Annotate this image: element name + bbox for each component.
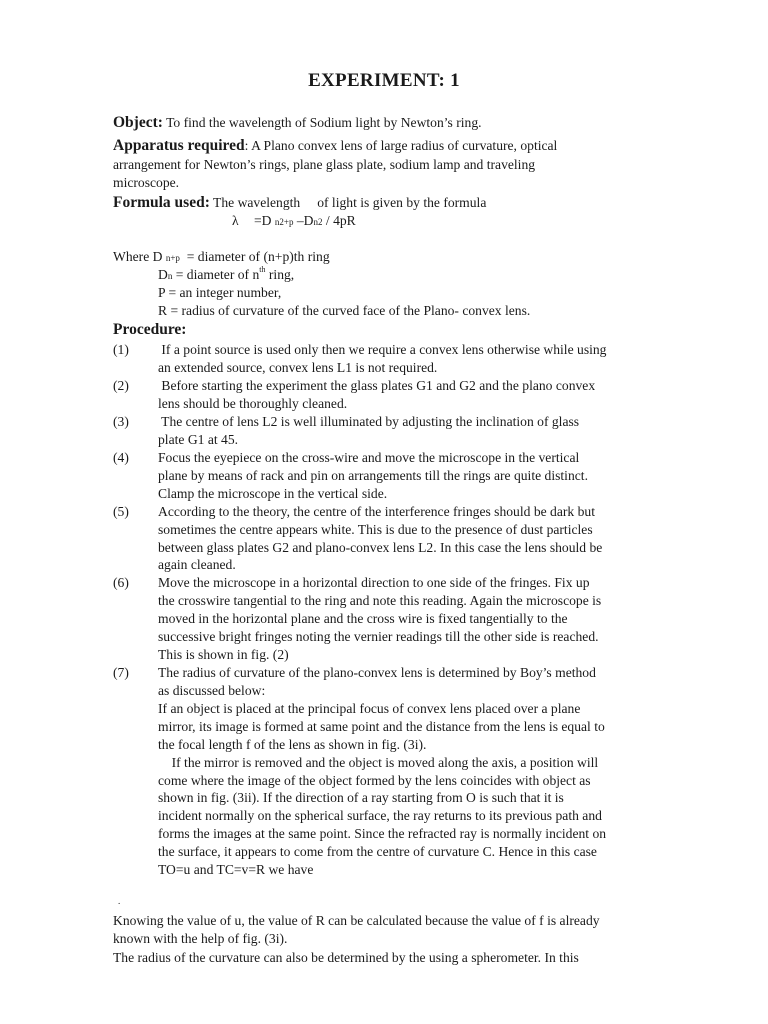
step-line: lens should be thoroughly cleaned. — [158, 396, 348, 411]
page-title: EXPERIMENT: 1 — [308, 70, 460, 91]
where-line-1 — [113, 248, 330, 267]
dn-subscript: n — [167, 271, 173, 281]
step-line: The radius of curvature of the plano-convex lens is determined by Boy’s method — [158, 665, 596, 680]
equation-subscript-1: n2+p — [274, 217, 294, 227]
step-number: (3) — [113, 414, 129, 429]
step-number: (5) — [113, 504, 129, 519]
paragraph-1-line-2: known with the help of fig. (3i). — [113, 931, 288, 946]
step-line: forms the images at the same point. Since the refracted ray is normally incident on — [158, 826, 607, 841]
formula-text: The wavelength of light is given by the formula — [213, 195, 487, 210]
step-number: (4) — [113, 450, 129, 465]
equation-part-3: / 4pR — [325, 213, 356, 228]
step-line: sometimes the centre appears white. This is due to the presence of dust particles — [158, 522, 593, 537]
step-line: The centre of lens L2 is well illuminated by adjusting the inclination of glass — [158, 414, 580, 429]
equation-part-1: =D — [254, 213, 272, 228]
step-line: an extended source, convex lens L1 is not required. — [158, 360, 438, 375]
step-line: If a point source is used only then we require a convex lens otherwise while using — [158, 342, 607, 357]
step-line: Move the microscope in a horizontal direction to one side of the fringes. Fix up — [158, 575, 590, 590]
step-line: plane by means of rack and pin on arrangements till the rings are quite distinct. — [158, 468, 588, 483]
stray-dot: . — [118, 896, 121, 906]
equation-part-2: –D — [296, 213, 314, 228]
formula-label: Formula used: — [113, 194, 210, 211]
equation-subscript-2: n2 — [313, 217, 323, 227]
apparatus-line-1 — [113, 137, 557, 155]
step-line: Clamp the microscope in the vertical side. — [158, 486, 388, 501]
step-line: the crosswire tangential to the ring and note this reading. Again the microscope is — [158, 593, 602, 608]
procedure-label: Procedure: — [113, 321, 187, 338]
lambda-symbol: λ — [232, 213, 239, 228]
step-line: again cleaned. — [158, 557, 236, 572]
where-text-b: = diameter of (n+p)th ring — [183, 249, 330, 264]
step-line: the surface, it appears to come from the centre of curvature C. Hence in this case — [158, 844, 597, 859]
step-line: This is shown in fig. (2) — [158, 647, 289, 662]
apparatus-line-3: microscope. — [113, 175, 180, 190]
step-line: Focus the eyepiece on the cross-wire and move the microscope in the vertical — [158, 450, 580, 465]
step-line: TO=u and TC=v=R we have — [158, 862, 314, 877]
step-number: (6) — [113, 575, 129, 590]
apparatus-text: : A Plano convex lens of large radius of curvature, optical — [244, 138, 558, 153]
dn-symbol: D — [158, 267, 168, 282]
step-line: come where the image of the object formed by the lens coincides with object as — [158, 773, 591, 788]
step-line: plate G1 at 45. — [158, 432, 239, 447]
object-text: To find the wavelength of Sodium light by Newton’s ring. — [166, 115, 482, 130]
where-line-2 — [158, 266, 294, 286]
step-line: the focal length f of the lens as shown in fig. (3i). — [158, 737, 427, 752]
object-section — [113, 114, 482, 132]
step-line: incident normally on the spherical surface, the ray returns to its previous path and — [158, 808, 602, 823]
step-line: mirror, its image is formed at same point and the distance from the lens is equal to — [158, 719, 605, 734]
step-line: Before starting the experiment the glass plates G1 and G2 and the plano convex — [158, 378, 596, 393]
formula-section — [113, 194, 486, 212]
step-line: as discussed below: — [158, 683, 266, 698]
dn-text: = diameter of n — [172, 267, 260, 282]
step-line: successive bright fringes noting the vernier readings till the other side is reached. — [158, 629, 599, 644]
apparatus-label: Apparatus required — [113, 137, 245, 154]
step-number: (7) — [113, 665, 129, 680]
formula-equation — [232, 212, 356, 231]
dn-text-end: ring, — [265, 267, 295, 282]
apparatus-line-2: arrangement for Newton’s rings, plane glass plate, sodium lamp and traveling — [113, 157, 536, 172]
where-text-a: Where D — [113, 249, 163, 264]
step-line: If an object is placed at the principal focus of convex lens placed over a plane — [158, 701, 581, 716]
step-number: (2) — [113, 378, 129, 393]
where-line-3: P = an integer number, — [158, 285, 282, 300]
step-line: shown in fig. (3ii). If the direction of a ray starting from O is such that it is — [158, 790, 564, 805]
step-line: According to the theory, the centre of the interference fringes should be dark but — [158, 504, 595, 519]
object-label: Object: — [113, 114, 163, 131]
where-subscript: n+p — [165, 253, 180, 263]
step-number: (1) — [113, 342, 129, 357]
paragraph-2-line-1: The radius of the curvature can also be determined by the using a spherometer. In this — [113, 950, 579, 965]
th-superscript: th — [259, 265, 266, 274]
paragraph-1-line-1: Knowing the value of u, the value of R can be calculated because the value of f is already — [113, 913, 600, 928]
step-line: If the mirror is removed and the object is moved along the axis, a position will — [158, 755, 599, 770]
step-line: between glass plates G2 and plano-convex lens L2. In this case the lens should be — [158, 540, 603, 555]
where-line-4: R = radius of curvature of the curved face of the Plano- convex lens. — [158, 303, 531, 318]
step-line: moved in the horizontal plane and the cross wire is fixed tangentially to the — [158, 611, 568, 626]
